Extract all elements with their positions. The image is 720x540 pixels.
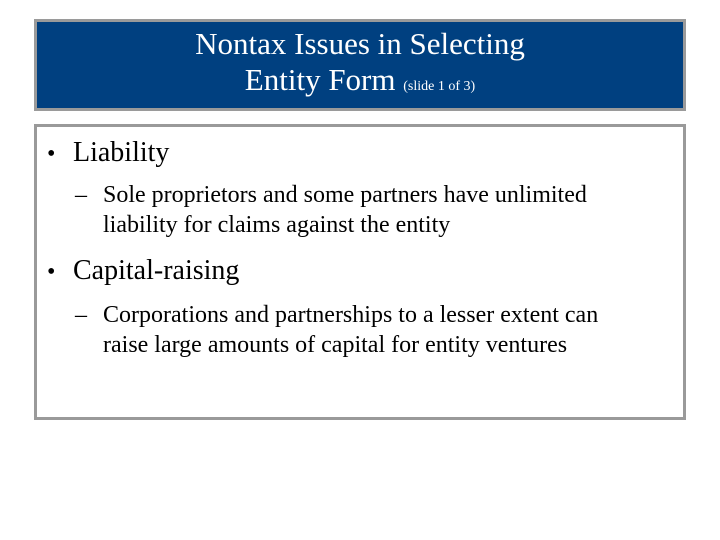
slide-content-box <box>34 124 686 420</box>
sub-bullet-capital-raising <box>75 300 598 360</box>
sub-bullet-line-1: Corporations and partnerships to a lesser extent can <box>103 302 599 328</box>
slide-title-line-2 <box>37 62 683 105</box>
bullet-marker: • <box>47 259 56 285</box>
slide-number-note: (slide 1 of 3) <box>403 78 476 94</box>
bullet-capital-raising <box>47 255 239 287</box>
bullet-label: Capital-raising <box>73 255 240 286</box>
bullet-marker: • <box>47 141 56 167</box>
slide-title-text: Entity Form <box>244 61 396 97</box>
bullet-liability <box>47 137 169 169</box>
sub-bullet-liability <box>75 180 587 240</box>
sub-bullet-line-2: liability for claims against the entity <box>103 212 451 238</box>
slide-title-banner <box>34 19 686 111</box>
dash-marker: – <box>75 302 87 328</box>
sub-bullet-line-1: Sole proprietors and some partners have unlimited <box>103 182 587 208</box>
dash-marker: – <box>75 182 87 208</box>
bullet-label: Liability <box>73 137 170 168</box>
slide-title-line-1: Nontax Issues in Selecting <box>195 25 525 61</box>
sub-bullet-line-2: raise large amounts of capital for entity ventures <box>103 332 568 358</box>
